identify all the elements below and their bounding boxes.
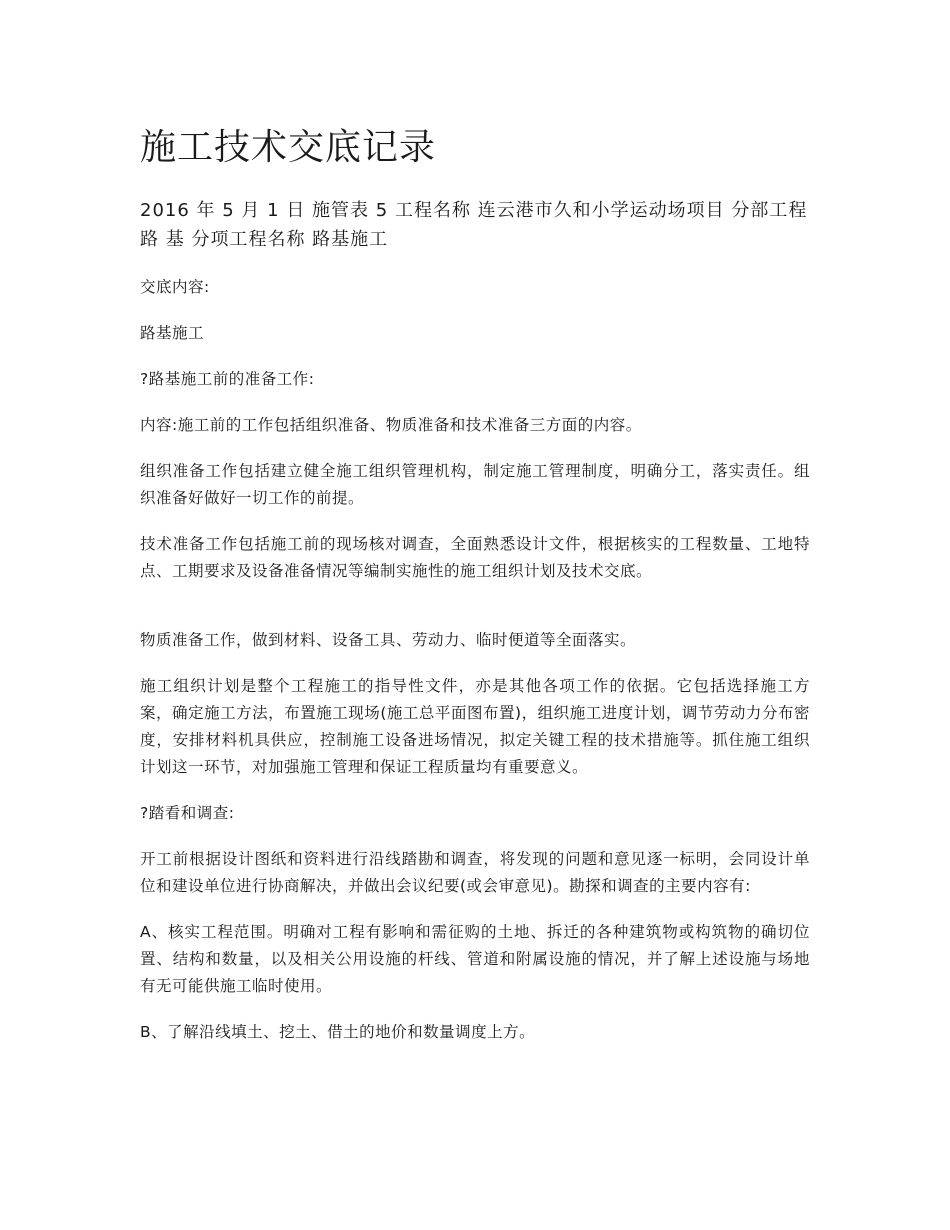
paragraph: 技术准备工作包括施工前的现场核对调查，全面熟悉设计文件，根据核实的工程数量、工地特点、工期要求及设备准备情况等编制实施性的施工组织计划及技术交底。 [140, 535, 810, 580]
document-page [140, 122, 810, 1065]
paragraph: 物质准备工作，做到材料、设备工具、劳动力、临时便道等全面落实。 [140, 631, 637, 649]
paragraph-item-b: B、了解沿线填土、挖土、借土的地价和数量调度上方。 [140, 1023, 536, 1041]
paragraph-intro-label: 交底内容: [140, 278, 210, 296]
document-meta: 2016 年 5 月 1 日 施管表 5 工程名称 连云港市久和小学运动场项目 分部工程 路 基 分项工程名称 路基施工 [140, 200, 808, 250]
paragraph-heading-prep: ?路基施工前的准备工作: [140, 370, 315, 388]
paragraph: 内容:施工前的工作包括组织准备、物质准备和技术准备三方面的内容。 [140, 416, 642, 434]
paragraph: 开工前根据设计图纸和资料进行沿线踏勘和调查，将发现的问题和意见逐一标明，会同设计单位和建设单位进行协商解决，并做出会议纪要(或会审意见)。勘探和调查的主要内容有: [140, 850, 810, 895]
paragraph-subject: 路基施工 [140, 324, 205, 342]
paragraph: 组织准备工作包括建立健全施工组织管理机构，制定施工管理制度，明确分工，落实责任。组织准备好做好一切工作的前提。 [140, 462, 810, 507]
paragraph-heading-survey: ?踏看和调查: [140, 804, 235, 822]
paragraph: 施工组织计划是整个工程施工的指导性文件，亦是其他各项工作的依据。它包括选择施工方案，确定施工方法，布置施工现场(施工总平面图布置)，组织施工进度计划，调节劳动力分布密度，安排材料机具供应，控制施工设备进场情况，拟定关键工程的技术措施等。抓住施工组织计划这一环节，对加强施工管理和保证工程质量均有重要意义。 [140, 677, 810, 776]
document-title: 施工技术交底记录 [140, 127, 437, 168]
paragraph-item-a: A、核实工程范围。明确对工程有影响和需征购的土地、拆迁的各种建筑物或构筑物的确切位置、结构和数量，以及相关公用设施的杆线、管道和附属设施的情况，并了解上述设施与场地有无可能供施工临时使用。 [140, 923, 810, 995]
